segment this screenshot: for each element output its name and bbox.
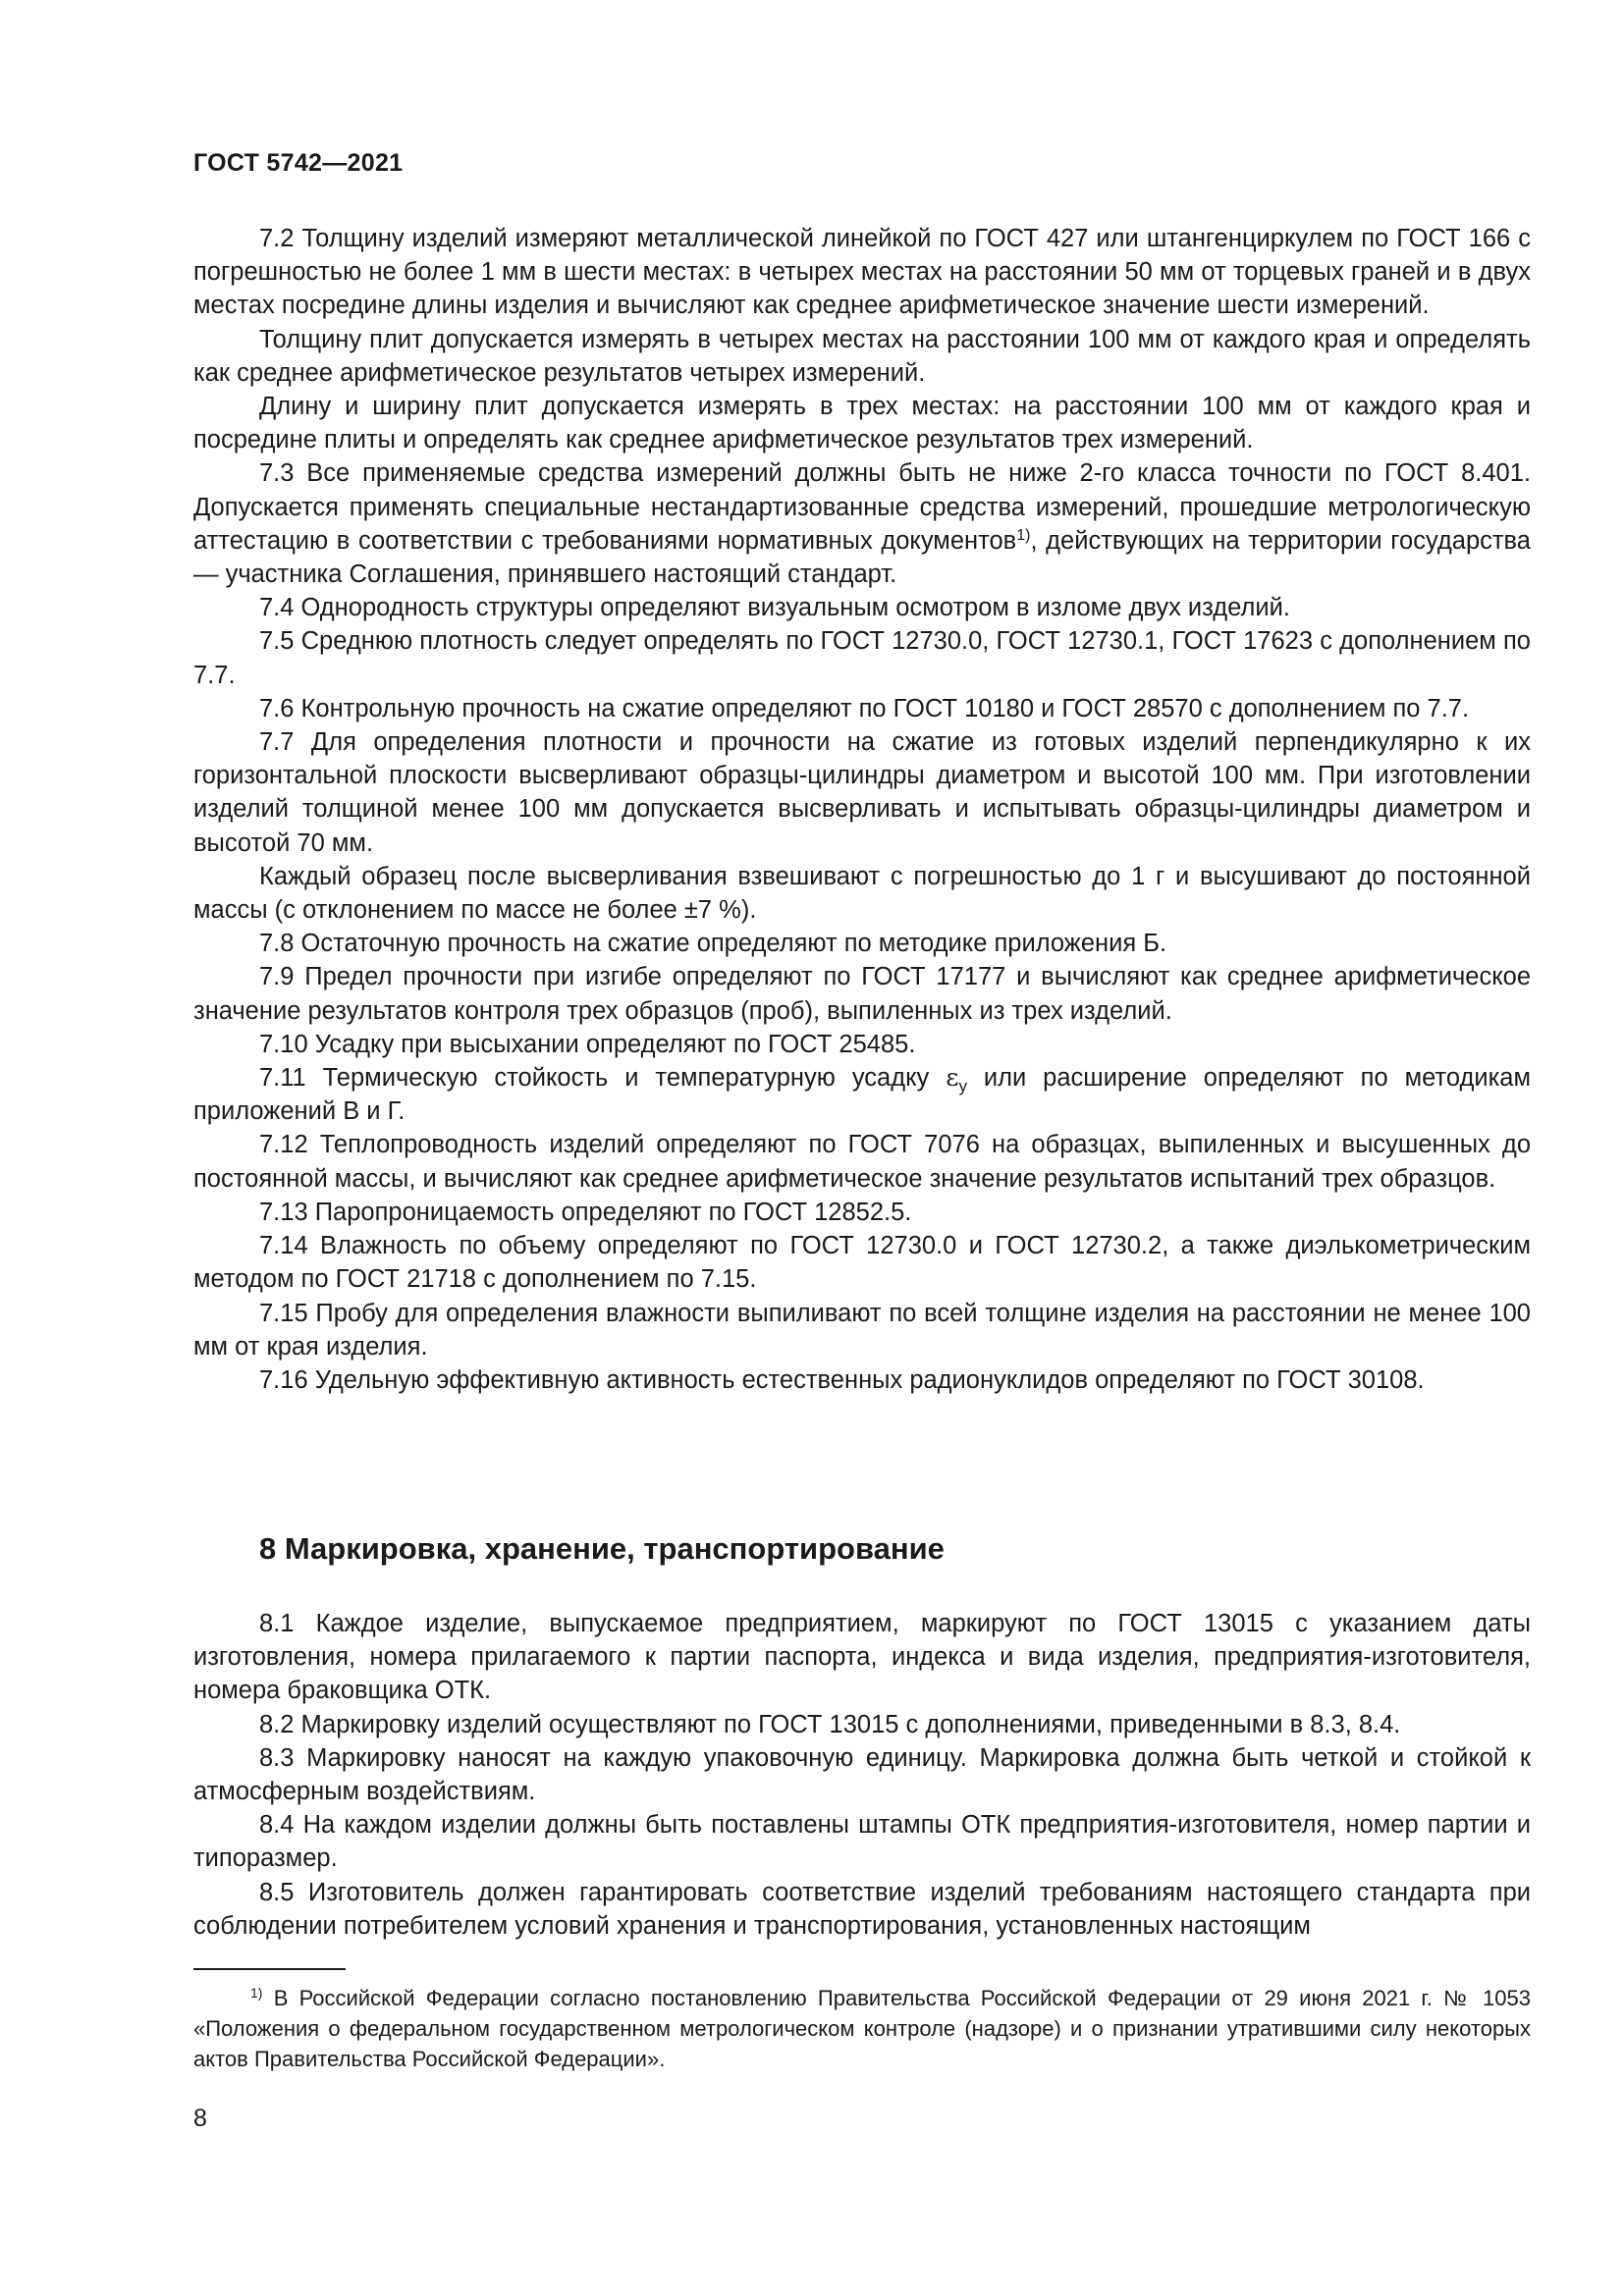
paragraph-7-2-thickness: Толщину плит допускается измерять в четырех местах на расстоянии 100 мм от каждого края и определять как среднее арифметическое результатов четырех измерений. bbox=[193, 325, 1531, 387]
paragraph-7-3-text-end: , действующих на территории государства — участника Соглашения, принявшего настоящий стандарт. bbox=[193, 526, 1531, 589]
paragraph-8-3: 8.3 Маркировку наносят на каждую упаковочную единицу. Маркировка должна быть четкой и стойкой к атмосферным воздействиям. bbox=[193, 1743, 1531, 1806]
footnote-mark: 1) bbox=[250, 1985, 263, 2001]
paragraph-7-12: 7.12 Теплопроводность изделий определяют по ГОСТ 7076 на образцах, выпиленных и высушенных до постоянной массы, и вычисляют как среднее арифметическое значение результатов испытаний трех образцов. bbox=[193, 1131, 1531, 1193]
paragraph-7-3-text: 7.3 Все применяемые средства измерений должны быть не ниже 2-го класса точности по ГОСТ 8.401. Допускается применять специальные нестандартизованные средства измерений, прошедшие метрологическую аттестацию в соответствии с требованиями нормативных документов bbox=[193, 459, 1531, 555]
paragraph-7-5: 7.5 Среднюю плотность следует определять по ГОСТ 12730.0, ГОСТ 12730.1, ГОСТ 17623 с дополнением по 7.7. bbox=[193, 627, 1531, 689]
paragraph-7-15: 7.15 Пробу для определения влажности выпиливают по всей толщине изделия на расстоянии не менее 100 мм от края изделия. bbox=[193, 1299, 1531, 1361]
paragraph-8-1: 8.1 Каждое изделие, выпускаемое предприятием, маркируют по ГОСТ 13015 с указанием даты изготовления, номера прилагаемого к партии паспорта, индекса и вида изделия, предприятия-изготовителя, номера браковщика ОТК. bbox=[193, 1610, 1531, 1705]
paragraph-7-11-text: 7.11 Термическую стойкость и температурную усадку bbox=[259, 1064, 947, 1093]
paragraph-7-10: 7.10 Усадку при высыхании определяют по ГОСТ 25485. bbox=[259, 1030, 916, 1058]
paragraph-7-11-text-end: или расширение определяют по методикам приложений В и Г. bbox=[193, 1064, 1531, 1126]
section-8-body bbox=[193, 1607, 1531, 1943]
paragraph-7-7: 7.7 Для определения плотности и прочности на сжатие из готовых изделий перпендикулярно к их горизонтальной плоскости высверливают образцы-цилиндры диаметром и высотой 100 мм. При изготовлении изделий толщиной менее 100 мм допускается высверливать и испытывать образцы-цилиндры диаметром и высотой 70 мм. bbox=[193, 728, 1531, 857]
paragraph-7-9: 7.9 Предел прочности при изгибе определяют по ГОСТ 17177 и вычисляют как среднее арифметическое значение результатов контроля трех образцов (проб), выпиленных из трех изделий. bbox=[193, 963, 1531, 1025]
paragraph-7-13: 7.13 Паропроницаемость определяют по ГОСТ 12852.5. bbox=[259, 1198, 912, 1226]
footnote-reference[interactable]: 1) bbox=[1016, 526, 1031, 544]
paragraph-7-16: 7.16 Удельную эффективную активность естественных радионуклидов определяют по ГОСТ 30108. bbox=[259, 1365, 1425, 1394]
paragraph-7-8: 7.8 Остаточную прочность на сжатие определяют по методике приложения Б. bbox=[259, 930, 1167, 958]
paragraph-7-2: 7.2 Толщину изделий измеряют металлической линейкой по ГОСТ 427 или штангенциркулем по ГОСТ 166 с погрешностью не более 1 мм в шести местах: в четырех местах на расстоянии 50 мм от торцевых граней и в двух местах посредине длины изделия и вычисляют как среднее арифметическое значение шести измерений. bbox=[193, 225, 1531, 320]
paragraph-7-6: 7.6 Контрольную прочность на сжатие определяют по ГОСТ 10180 и ГОСТ 28570 с дополнением по 7.7. bbox=[259, 694, 1470, 722]
paragraph-7-14: 7.14 Влажность по объему определяют по ГОСТ 12730.0 и ГОСТ 12730.2, а также диэлькометрическим методом по ГОСТ 21718 с дополнением по 7.15. bbox=[193, 1232, 1531, 1294]
footnote-divider bbox=[193, 1968, 346, 1970]
paragraph-7-2-length: Длину и ширину плит допускается измерять в трех местах: на расстоянии 100 мм от каждого края и посредине плиты и определять как среднее арифметическое результатов трех измерений. bbox=[193, 393, 1531, 454]
paragraph-8-5: 8.5 Изготовитель должен гарантировать соответствие изделий требованиям настоящего стандарта при соблюдении потребителем условий хранения и транспортирования, установленных настоящим bbox=[193, 1878, 1531, 1940]
section-8-heading: 8 Маркировка, хранение, транспортирование bbox=[259, 1531, 945, 1566]
section-7-body bbox=[193, 222, 1531, 1397]
paragraph-7-7-weighing: Каждый образец после высверливания взвешивают с погрешностью до 1 г и высушивают до постоянной массы (с отклонением по массе не более ±7 %). bbox=[193, 862, 1531, 925]
running-header: ГОСТ 5742—2021 bbox=[193, 149, 404, 177]
paragraph-7-4: 7.4 Однородность структуры определяют визуальным осмотром в изломе двух изделий. bbox=[259, 594, 1290, 622]
epsilon-subscript: y bbox=[958, 1077, 967, 1096]
paragraph-7-11 bbox=[193, 1061, 1531, 1128]
paragraph-8-2: 8.2 Маркировку изделий осуществляют по ГОСТ 13015 с дополнениями, приведенными в 8.3, 8.4. bbox=[259, 1710, 1401, 1738]
epsilon-symbol: ε bbox=[946, 1063, 959, 1094]
page-number: 8 bbox=[193, 2105, 207, 2132]
footnote-text: В Российской Федерации согласно постановлению Правительства Российской Федерации от 29 июня 2021 г. № 1053 «Положения о федеральном государственном метрологическом контроле (надзоре) и о признании утратившими силу некоторых актов Правительства Российской Федерации». bbox=[193, 1986, 1531, 2071]
paragraph-7-3 bbox=[193, 456, 1531, 591]
footnote bbox=[193, 1983, 1531, 2074]
footnote-1 bbox=[193, 1983, 1531, 2074]
paragraph-8-4: 8.4 На каждом изделии должны быть поставлены штампы ОТК предприятия-изготовителя, номер партии и типоразмер. bbox=[193, 1811, 1531, 1873]
